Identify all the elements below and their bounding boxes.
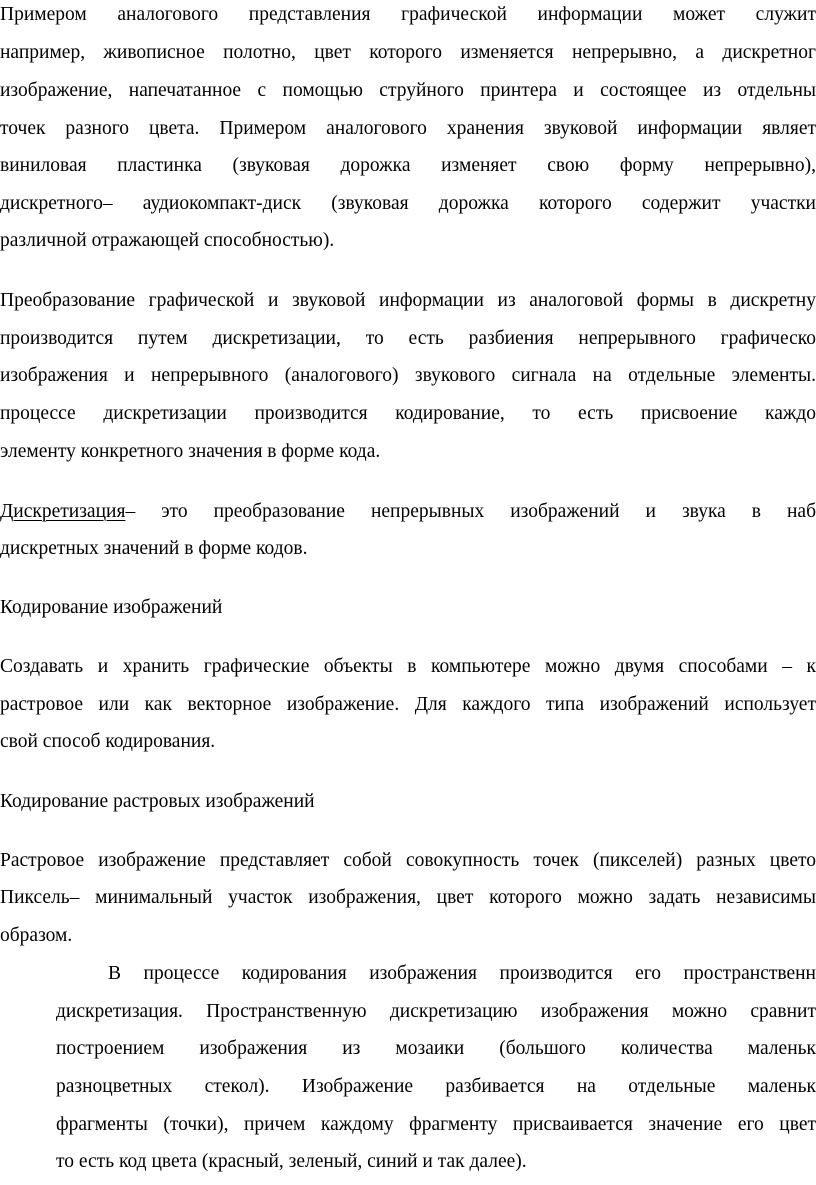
text-line: процессе дискретизации производится кодирование, то есть присвоение каждо [0, 403, 816, 424]
text-line: Преобразование графической и звуковой информации из аналоговой формы в дискретну [0, 290, 816, 311]
text-line [0, 500, 816, 524]
text-line: Примером аналогового представления графической информации может служит [0, 4, 816, 25]
text-line: элементу конкретного значения в форме кода. [0, 441, 381, 462]
section-heading: Кодирование изображений [0, 597, 223, 618]
text-line: образом. [0, 925, 73, 946]
text-line: точек разного цвета. Примером аналогового хранения звуковой информации являет [0, 118, 816, 139]
text-line: построением изображения из мозаики (большого количества маленьк [56, 1038, 816, 1059]
text-line: производится путем дискретизации, то есть разбиения непрерывного графическо [0, 328, 816, 349]
text-line: например, живописное полотно, цвет которого изменяется непрерывно, а дискретног [0, 42, 816, 63]
text-line: свой способ кодирования. [0, 731, 216, 752]
section-heading: Кодирование растровых изображений [0, 791, 315, 812]
text-line: растровое или как векторное изображение. Для каждого типа изображений использует [0, 694, 816, 715]
text-line: изображение, напечатанное с помощью струйного принтера и состоящее из отдельны [0, 80, 816, 101]
text-line: то есть код цвета (красный, зеленый, синий и так далее). [56, 1151, 527, 1172]
text-line: дискретизация. Пространственную дискретизацию изображения можно сравнит [56, 1001, 816, 1022]
text-line: различной отражающей способностью). [0, 230, 335, 251]
text-line: разноцветных стекол). Изображение разбивается на отдельные маленьк [56, 1076, 816, 1097]
text-line: дискретного– аудиокомпакт-диск (звуковая дорожка которого содержит участки [0, 193, 816, 214]
text-line: Пиксель– минимальный участок изображения, цвет которого можно задать независимы [0, 887, 816, 908]
text-line: фрагменты (точки), причем каждому фрагменту присваивается значение его цвет [56, 1114, 816, 1135]
text-line: Создавать и хранить графические объекты в компьютере можно двумя способами – к [0, 656, 816, 677]
text-line: дискретных значений в форме кодов. [0, 538, 308, 559]
text-line: Растровое изображение представляет собой совокупность точек (пикселей) разных цвето [0, 850, 816, 871]
definition-text: – это преобразование непрерывных изображений и звука в наб [125, 501, 816, 522]
defined-term: Дискретизация [0, 501, 126, 522]
text-line: изображения и непрерывного (аналогового) звукового сигнала на отдельные элементы. [0, 365, 816, 386]
text-line: В процессе кодирования изображения производится его пространственн [108, 963, 816, 984]
text-line: виниловая пластинка (звуковая дорожка изменяет свою форму непрерывно), [0, 155, 816, 176]
